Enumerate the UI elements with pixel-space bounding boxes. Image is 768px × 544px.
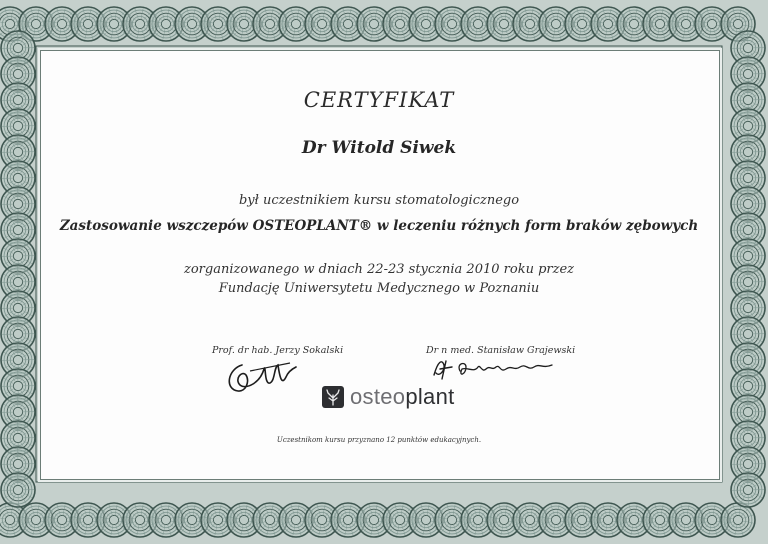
left-signer-name: Prof. dr hab. Jerzy Sokalski [212, 345, 344, 356]
osteoplant-logo [322, 380, 455, 414]
foundation-line: Fundację Uniwersytetu Medycznego w Poznaniu [218, 281, 540, 296]
osteoplant-logo-icon [322, 386, 344, 408]
recipient-name: Dr Witold Siwek [301, 138, 457, 158]
education-points-note: Uczestnikom kursu przyznano 12 punktów edukacyjnych. [276, 436, 482, 444]
organized-line: zorganizowanego w dniach 22-23 stycznia 2010 roku przez [184, 262, 574, 277]
logo-text-plant: plant [405, 384, 455, 409]
course-title: Zastosowanie wszczepów OSTEOPLANT® w leczeniu różnych form braków zębowych [59, 218, 699, 234]
certificate-title: CERTYFIKAT [303, 88, 455, 112]
logo-text-osteo: osteo [350, 384, 406, 409]
right-signature [430, 355, 560, 383]
right-signer-name: Dr n med. Stanisław Grajewski [426, 345, 576, 356]
participation-line: był uczestnikiem kursu stomatologicznego [238, 193, 520, 208]
left-signature [220, 355, 300, 400]
